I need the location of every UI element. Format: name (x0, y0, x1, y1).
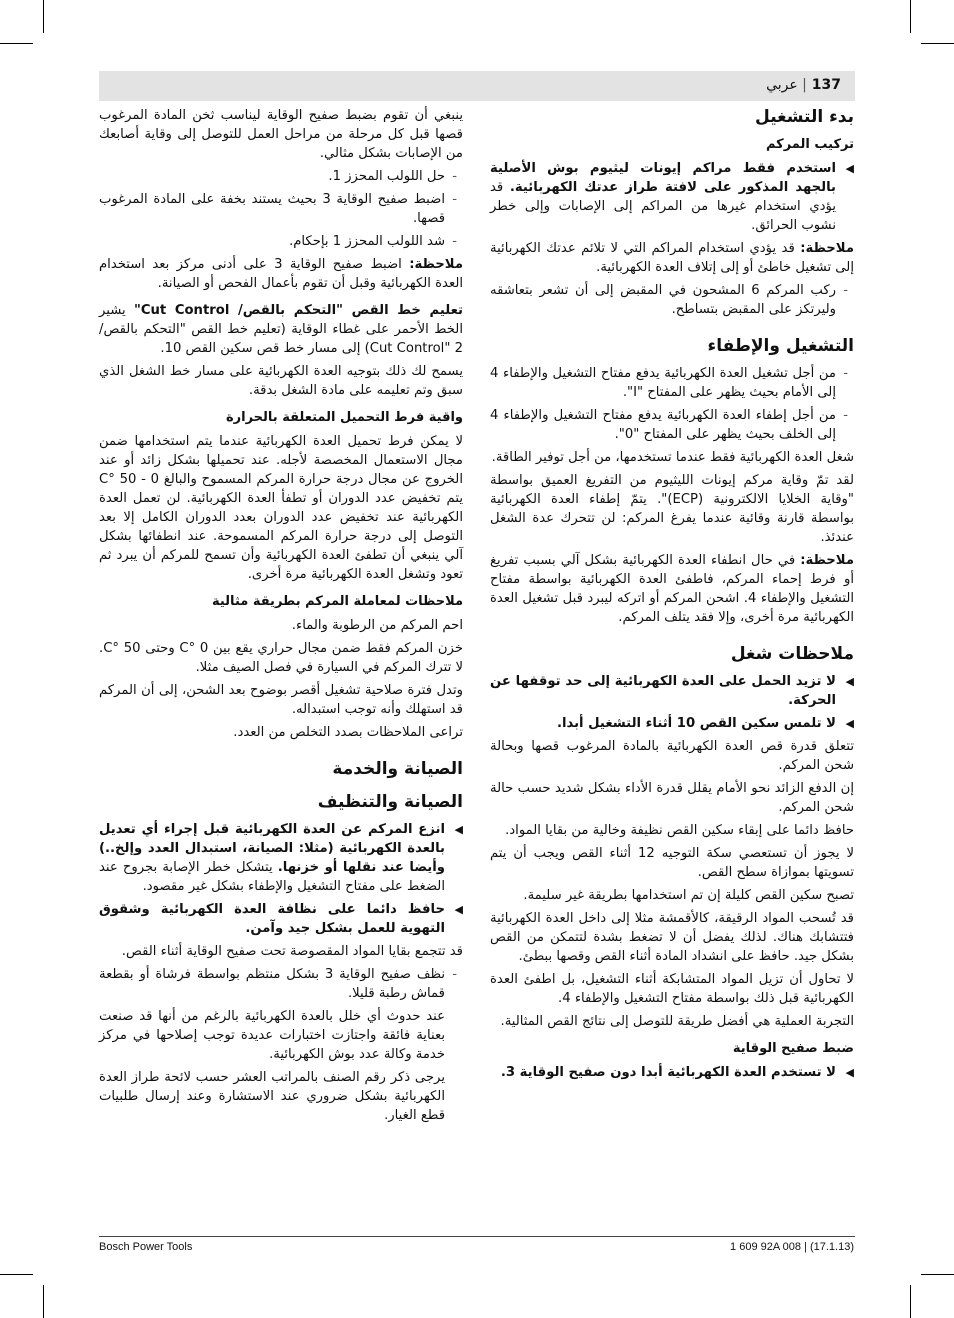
para-thermal-overload: لا يمكن فرط تحميل العدة الكهربائية عندما يتم استخدامها ضمن مجال الاستعمال المخصصة لأجله. عند تحميلها بشكل زائد أو عند الخروج عن مجال درجة حرارة المركم المسموح والبالغ 0 - 50 °C يتم تخفيض عدد الدوران أو تطفأ العدة الكهربائية. لن تعمل العدة الكهربائية عند تخفيض عدد الدوران بعدد الدوران الكامل إلا بعد التوصل إلى درجة حرارة المركم المسموحة. عند انطفائها بشكل آلي ينبغي أن تطفئ العدة الكهربائية وأن تسمح للمركم أن يبرد ثم تعود وتشغل العدة الكهربائية مرة أخرى. (99, 434, 463, 582)
language-label: عربي (766, 77, 798, 93)
footer-right: 1 609 92A 008 | (17.1.13) (730, 1241, 854, 1253)
tip-2: إن الدفع الزائد نحو الأمام يقلل قدرة الأداء بشكل شديد حسب حالة شحن المركم. (490, 781, 854, 815)
crop-mark (921, 1274, 954, 1275)
crop-mark (43, 0, 44, 33)
footer-left: Bosch Power Tools (99, 1241, 193, 1253)
note-auto-shutoff: ملاحظة: في حال انطفاء العدة الكهربائية بشكل آلي بسبب تفريغ أو فرط إحماء المركم، فاطفئ العدة الكهربائية بواسطة مفتاح التشغيل والإطفاء 4. اشحن المركم أو اتركه ليبرد قبل تشغيل العدة الكهربائية مرة أخرى، وإلا فقد يتلف المركم. (490, 553, 855, 625)
para-residue: قد تتجمع بقايا المواد المقصوصة تحت صفيح الوقاية أثناء القص. (121, 944, 463, 959)
crop-mark (0, 1274, 33, 1275)
right-column (490, 106, 854, 1086)
heading-battery-install: تركيب المركم (765, 137, 854, 152)
crop-mark (921, 43, 954, 44)
para-part-number: يرجى ذكر رقم الصنف بالمراتب العشر حسب لائحة طراز العدة الكهربائية بشكل ضروري عند الاستشارة وعند إرسال طلبيات قطع الغيار. (99, 1070, 445, 1123)
tip-6: قد تُسحب المواد الرقيقة، كالأقمشة مثلا إلى داخل العدة الكهربائية فتتشابك هناك. لذلك يفضل أن لا تضغط بشدة لتتمكن من القص بشكل جيد. حافظ على انشداد المادة أثناء القص وقصها ببطئ. (490, 911, 854, 964)
para-repair: عند حدوث أي خلل بالعدة الكهربائية بالرغم من أنها قد صنعت بعناية فائقة واجتازت اختبارات عديدة توجب إصلاحها في مركز خدمة وكالة عدد بوش الكهربائية. (99, 1009, 445, 1062)
tip-7: لا تحاول أن تزيل المواد المتشابكة أثناء التشغيل، بل اطفئ العدة الكهربائية قبل ذلك بواسطة مفتاح التشغيل والإطفاء 4. (490, 972, 854, 1006)
tip-8: التجربة العملية هي أفضل طريقة للتوصل إلى نتائج القص المثالية. (500, 1014, 854, 1029)
heading-maintenance-service: الصيانة والخدمة (332, 759, 463, 779)
crop-mark (43, 1285, 44, 1318)
step-insert-battery: - ركب المركم 6 المشحون في المقبض إلى أن تشعر بتعاشقه وليرتكز على المقبض بتساطح. (490, 281, 854, 319)
step-tighten-screw: - شد اللولب المحزز 1 بإحكام. (99, 232, 463, 251)
heading-battery-handling: ملاحظات لمعاملة المركم بطريقة مثالية (211, 594, 463, 609)
step-loosen-screw: - حل اللولب المحزز 1. (99, 167, 463, 186)
para-battery-3: وتدل فترة صلاحية تشغيل أقصر بوضوح بعد الشحن، إلى أن المركم قد استهلك وأنه توجب استبداله. (99, 683, 463, 717)
warning-no-overload: ◀ لا تزيد الحمل على العدة الكهربائية إلى حد توقفها عن الحركة. (490, 672, 854, 710)
step-adjust-guard: - اضبط صفيح الوقاية 3 بحيث يستند بخفة على المادة المرغوب قصها. (99, 190, 463, 228)
heading-maintenance-cleaning: الصيانة والتنظيف (317, 792, 463, 812)
warning-original-batteries: ◀ استخدم فقط مراكم إيونات ليثيوم بوش الأصلية بالجهد المذكور على لافتة طراز عدتك الكهربائية. قد يؤدي استخدام غيرها من المراكم إلى الإصابات وإلى خطر نشوب الحرائق. (490, 159, 854, 235)
page-header (99, 71, 855, 101)
page-number: 137 | عربي (766, 77, 841, 93)
step-clean-guard: - نظف صفيح الوقاية 3 بشكل منتظم بواسطة فرشاة أو بقطعة قماش رطبة قليلا. (99, 965, 463, 1003)
heading-guard-adjust: ضبط صفيح الوقاية (732, 1041, 854, 1056)
footer-divider (99, 1236, 855, 1237)
tip-1: تتعلق قدرة قص العدة الكهربائية بالمادة المرغوب قصها وبحالة شحن المركم. (490, 739, 854, 773)
heading-working-tips: ملاحظات شغل (730, 644, 854, 664)
para-battery-2: خزن المركم فقط ضمن مجال حراري يقع بين 0 °C وحتى 50 °C. لا تترك المركم في السيارة في فصل الصيف مثلا. (99, 641, 463, 675)
warning-blade: ◀ لا تلمس سكين القص 10 أثناء التشغيل أبدا. (490, 714, 854, 733)
warning-keep-clean: ◀ حافظ دائما على نظافة العدة الكهربائية وشقوق التهوية للعمل بشكل جيد وآمن. (99, 900, 463, 938)
para-battery-1: احم المركم من الرطوبة والماء. (291, 618, 463, 633)
heading-on-off: التشغيل والإطفاء (707, 336, 854, 356)
para-guard-adjust: ينبغي أن تقوم بضبط صفيح الوقاية ليناسب ثخن المادة المرغوب قصها قبل كل مرحلة من مراحل العمل للتوصل إلى وقاية أصابعك من الإصابات بشكل مثالي. (99, 108, 463, 161)
warning-remove-battery: ◀ انزع المركم عن العدة الكهربائية قبل إجراء أي تعديل بالعدة الكهربائية (مثلا: الصيانة، استبدال العدد وإلخ..) وأيضا عند نقلها أو خزنها. يتشكل خطر الإصابة بجروح عند الضغط على مفتاح التشغيل والإطفاء بشكل غير مقصود. (99, 820, 463, 896)
note-guard-position: ملاحظة: اضبط صفيح الوقاية 3 على أدنى مركز بعد استخدام العدة الكهربائية وقبل أن تقوم بأعمال الفحص أو الصيانة. (99, 257, 463, 291)
crop-mark (910, 0, 911, 33)
heading-thermal-overload: واقية فرط التحميل المتعلقة بالحرارة (225, 410, 463, 425)
para-energy: شغل العدة الكهربائية فقط عندما تستخدمها، من أجل توفير الطاقة. (491, 450, 854, 465)
left-column (99, 106, 463, 1129)
tip-4: لا يجوز أن تستعصي سكة التوجيه 12 أثناء القص ويجب أن يتم تسويتها بموازاة سطح القص. (490, 846, 855, 880)
para-ecp: لقد تمّ وقاية مركم إيونات الليثيوم من التفريغ العميق بواسطة "وقاية الخلايا الالكترونية (ECP)". يتمّ إطفاء العدة الكهربائية بواسطة قارنة وقائية عندما يفرغ المركم: لن تتحرك عدة الشغل عندئذ. (490, 473, 854, 545)
crop-mark (910, 1285, 911, 1318)
tip-3: حافظ دائما على إبقاء سكين القص نظيفة وخالية من بقايا المواد. (505, 823, 854, 838)
step-switch-off: - من أجل إطفاء العدة الكهربائية يدفع مفتاح التشغيل والإطفاء 4 إلى الخلف بحيث يظهر على المفتاح "0". (490, 406, 854, 444)
page-number-value: 137 (811, 77, 841, 93)
heading-start: بدء التشغيل (755, 107, 854, 127)
note-battery: ملاحظة: قد يؤدي استخدام المراكم التي لا تلائم عدتك الكهربائية إلى تشغيل خاطئ أو إلى إتلاف العدة الكهربائية. (490, 241, 854, 275)
crop-mark (0, 43, 33, 44)
tip-5: تصبح سكين القص كليلة إن تم استخدامها بطريقة غير سليمة. (523, 888, 854, 903)
para-battery-4: تراعى الملاحظات بصدد التخلص من العدد. (233, 725, 463, 740)
step-switch-on: - من أجل تشغيل العدة الكهربائية يدفع مفتاح التشغيل والإطفاء 4 إلى الأمام بحيث يظهر على المفتاح "I". (490, 364, 854, 402)
para-cut-guidance: يسمح لك ذلك بتوجيه العدة الكهربائية على مسار خط الشغل الذي سبق وتم تعليمه على مادة الشغل بدقة. (99, 364, 463, 398)
warning-guard: ◀ لا تستخدم العدة الكهربائية أبدا دون صفيح الوقاية 3. (490, 1063, 854, 1082)
para-cut-control: تعليم خط القص "التحكم بالقص/ Cut Control" يشير الخط الأحمر على غطاء الوقاية (تعليم خط القص "التحكم بالقص/ 2 "Cut Control) إلى مسار خط قص سكين القص 10. (99, 303, 464, 356)
